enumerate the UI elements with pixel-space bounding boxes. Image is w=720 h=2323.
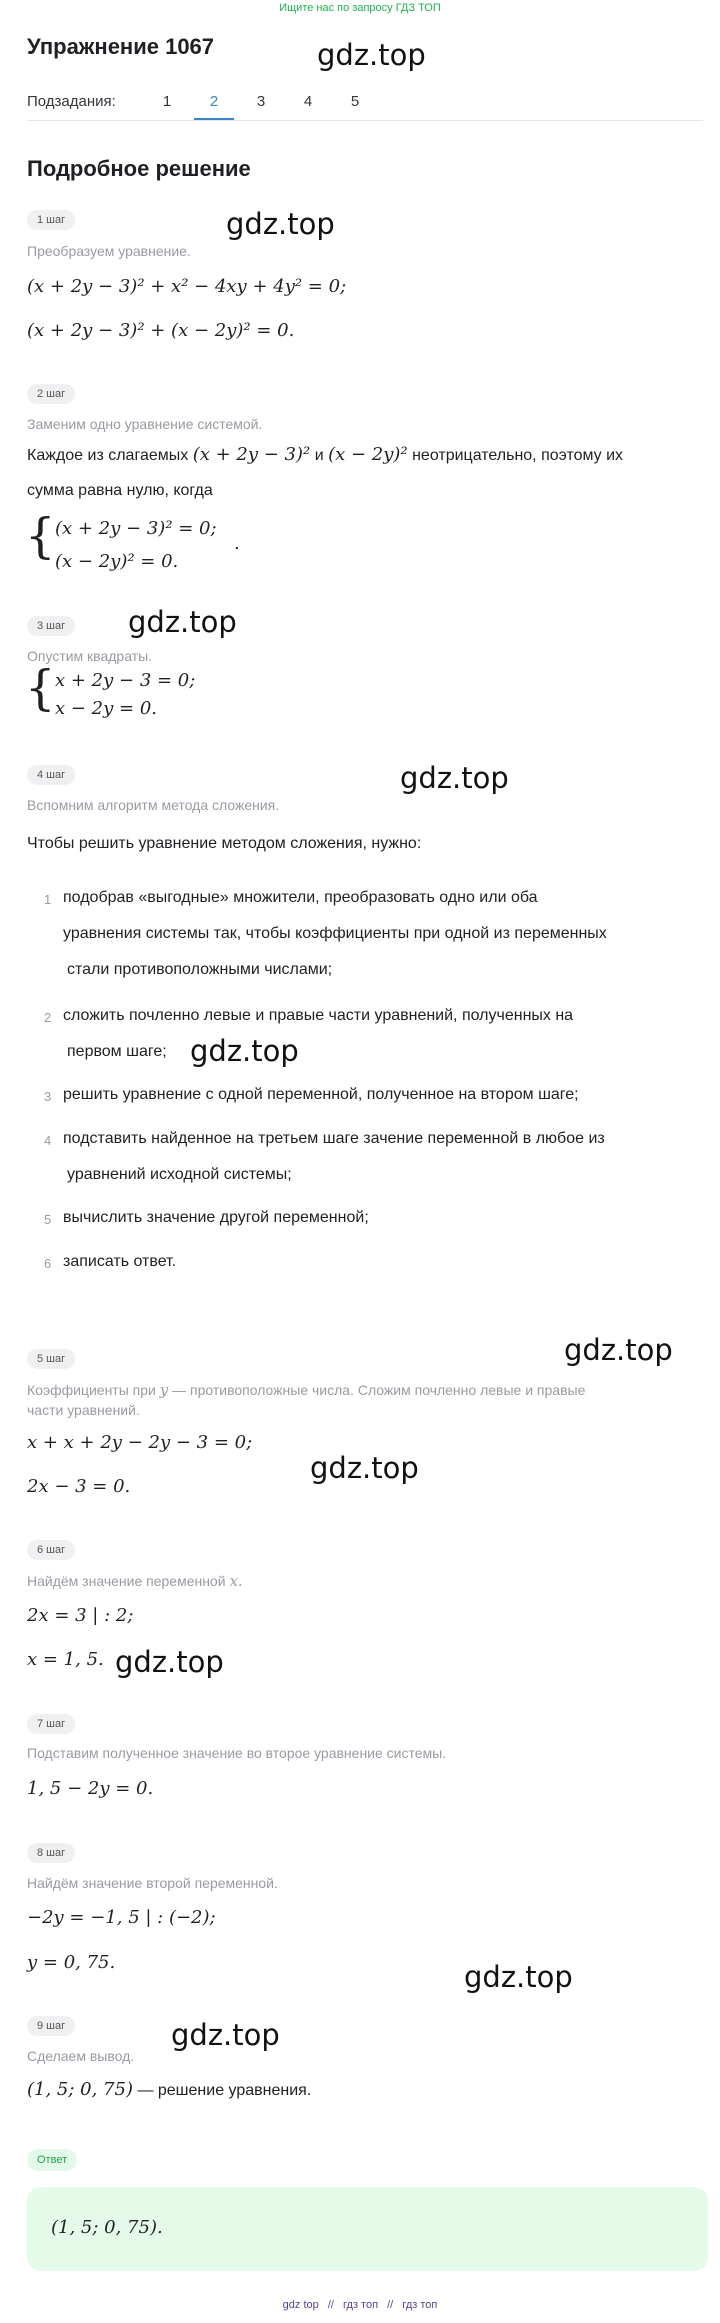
subtasks-label: Подзадания: [27, 93, 116, 110]
step-hint: Найдём значение второй переменной. [27, 1875, 278, 1891]
subtask-tab-4[interactable]: 4 [303, 93, 313, 110]
expression: (x − 2y)² [328, 444, 408, 465]
list-number: 6 [44, 1256, 52, 1271]
step-hint: Подставим полученное значение во второе уравнение системы. [27, 1745, 447, 1761]
list-line: первом шаге; [67, 1043, 167, 1060]
watermark: gdz.top [115, 1645, 224, 1679]
equation: −2y = −1, 5 | : (−2); [27, 1907, 216, 1928]
equation: x + 2y − 3 = 0; [55, 670, 196, 691]
list-item [63, 1121, 693, 1193]
subtask-tab-1[interactable]: 1 [162, 93, 172, 110]
list-item [63, 1200, 693, 1236]
equation: x + x + 2y − 2y − 3 = 0; [27, 1432, 253, 1453]
step-hint: Опустим квадраты. [27, 648, 153, 664]
list-line: вычислить значение другой переменной; [63, 1209, 369, 1226]
variable: y [159, 1381, 169, 1399]
footer-separator: // [387, 2299, 394, 2311]
list-item [63, 1244, 693, 1280]
watermark: gdz.top [128, 605, 237, 639]
step-hint [27, 1572, 243, 1590]
list-line: записать ответ. [63, 1253, 177, 1270]
list-item [63, 880, 693, 988]
hint-text: части уравнений. [27, 1402, 140, 1418]
step-text-line [27, 437, 623, 474]
watermark: gdz.top [464, 1960, 573, 1994]
footer [0, 2299, 720, 2311]
list-item [63, 998, 693, 1070]
equation: x − 2y = 0. [55, 698, 157, 719]
step-text: Каждое из слагаемых [27, 447, 189, 464]
footer-link[interactable]: гдз топ [343, 2299, 379, 2311]
step-hint: Преобразуем уравнение. [27, 243, 191, 259]
list-item [63, 1077, 693, 1113]
list-number: 4 [44, 1133, 52, 1148]
step-badge: 7 шаг [27, 1714, 75, 1734]
step-badge: 5 шаг [27, 1349, 75, 1369]
list-number: 5 [44, 1212, 52, 1227]
step-hint: Вспомним алгоритм метода сложения. [27, 797, 280, 813]
step-hint: Сделаем вывод. [27, 2048, 135, 2064]
equation: 2x = 3 | : 2; [27, 1605, 134, 1626]
step-badge: 2 шаг [27, 384, 75, 404]
equation: (x + 2y − 3)² + x² − 4xy + 4y² = 0; [27, 276, 347, 297]
punctuation: . [234, 533, 240, 554]
step-hint [27, 1380, 707, 1420]
footer-link[interactable]: gdz top [282, 2299, 319, 2311]
subtask-tab-5[interactable]: 5 [350, 93, 360, 110]
watermark: gdz.top [564, 1333, 673, 1367]
list-line: сложить почленно левые и правые части уравнений, полученных на [63, 1007, 574, 1024]
answer-value: (1, 5; 0, 75). [51, 2217, 163, 2238]
solution-title: Подробное решение [27, 156, 251, 181]
list-line: уравнений исходной системы; [67, 1166, 292, 1183]
footer-link[interactable]: гдз топ [402, 2299, 438, 2311]
step-text: и [314, 447, 324, 464]
step-text: Чтобы решить уравнение методом сложения, нужно: [27, 835, 422, 852]
top-banner: Ищите нас по запросу ГДЗ ТОП [279, 2, 441, 14]
step-badge: 4 шаг [27, 765, 75, 785]
watermark: gdz.top [190, 1034, 299, 1068]
subtask-tab-2[interactable]: 2 [194, 90, 234, 120]
list-line: подставить найденное на третьем шаге зачение переменной в любое из [63, 1130, 605, 1147]
conclusion-line [27, 2072, 311, 2109]
watermark: gdz.top [310, 1451, 419, 1485]
list-line: уравнения системы так, чтобы коэффициенты при одной из переменных [63, 925, 607, 942]
list-number: 2 [44, 1010, 52, 1025]
answer-box [27, 2187, 708, 2271]
step-badge: 9 шаг [27, 2016, 75, 2036]
hint-text: — противоположные числа. Сложим почленно левые и правые [172, 1382, 586, 1398]
equation: x = 1, 5. [27, 1649, 104, 1670]
equation: 1, 5 − 2y = 0. [27, 1778, 154, 1799]
watermark: gdz.top [171, 2018, 280, 2052]
list-line: решить уравнение с одной переменной, полученное на втором шаге; [63, 1086, 579, 1103]
step-badge: 3 шаг [27, 616, 75, 636]
watermark: gdz.top [317, 38, 426, 72]
subtasks-nav [27, 88, 703, 121]
step-hint: Заменим одно уравнение системой. [27, 416, 263, 432]
expression: (x + 2y − 3)² [192, 444, 311, 465]
hint-text: Найдём значение переменной [27, 1573, 226, 1589]
list-number: 3 [44, 1089, 52, 1104]
list-line: подобрав «выгодные» множители, преобразовать одно или оба [63, 889, 538, 906]
step-badge: 8 шаг [27, 1843, 75, 1863]
step-badge: 1 шаг [27, 210, 75, 230]
step-badge: 6 шаг [27, 1540, 75, 1560]
expression: (1, 5; 0, 75) [27, 2079, 133, 2100]
step-text: — решение уравнения. [137, 2082, 312, 2099]
watermark: gdz.top [400, 761, 509, 795]
list-line: стали противоположными числами; [67, 961, 333, 978]
equation: (x − 2y)² = 0. [55, 551, 179, 572]
step-text: неотрицательно, поэтому их [412, 447, 624, 464]
answer-badge: Ответ [27, 2149, 77, 2171]
system-brace: { [25, 660, 56, 716]
system-brace: { [25, 508, 56, 564]
footer-separator: // [327, 2299, 334, 2311]
equation: y = 0, 75. [27, 1952, 116, 1973]
variable: x. [229, 1572, 243, 1590]
equation: 2x − 3 = 0. [27, 1476, 131, 1497]
watermark: gdz.top [226, 207, 335, 241]
equation: (x + 2y − 3)² = 0; [55, 518, 217, 539]
exercise-title: Упражнение 1067 [27, 34, 215, 59]
subtask-tab-3[interactable]: 3 [256, 93, 266, 110]
hint-text: Коэффициенты при [27, 1382, 156, 1398]
equation: (x + 2y − 3)² + (x − 2y)² = 0. [27, 320, 295, 341]
step-text: сумма равна нулю, когда [27, 482, 213, 499]
list-number: 1 [44, 892, 52, 907]
